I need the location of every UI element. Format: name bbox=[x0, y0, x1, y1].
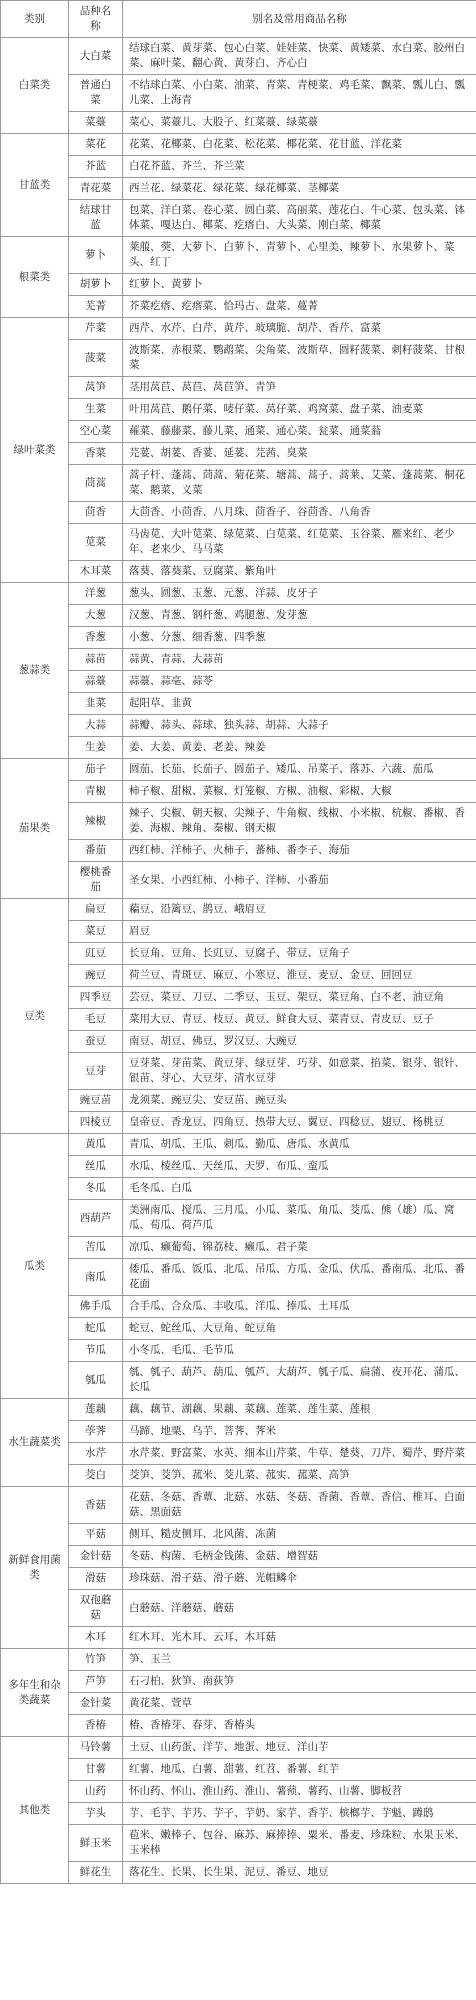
alias-names-cell: 小冬瓜、毛瓜、毛节瓜 bbox=[123, 1340, 476, 1362]
variety-cell: 蒜薹 bbox=[69, 671, 123, 693]
variety-cell: 生姜 bbox=[69, 737, 123, 759]
alias-names-cell: 侧耳、糙皮侧耳、北风菌、冻菌 bbox=[123, 1524, 476, 1546]
table-row bbox=[1, 693, 476, 715]
variety-cell: 丝瓜 bbox=[69, 1156, 123, 1178]
alias-names-cell: 合手瓜、合众瓜、丰收瓜、洋瓜、捧瓜、土耳瓜 bbox=[123, 1296, 476, 1318]
table-row bbox=[1, 1399, 476, 1421]
alias-names-cell: 马齿苋、大叶苋菜、绿苋菜、白苋菜、红苋菜、玉谷菜、雁来红、老少年、老来少、马马菜 bbox=[123, 524, 476, 561]
alias-names-cell: 白花芥蓝、芥兰、芥兰菜 bbox=[123, 156, 476, 178]
variety-cell: 莲藕 bbox=[69, 1399, 123, 1421]
variety-cell: 四棱豆 bbox=[69, 1112, 123, 1134]
alias-names-cell: 红木耳、光木耳、云耳、木耳菇 bbox=[123, 1627, 476, 1649]
variety-cell: 木耳 bbox=[69, 1627, 123, 1649]
variety-cell: 萝卜 bbox=[69, 237, 123, 274]
table-row bbox=[1, 759, 476, 781]
variety-cell: 金针菜 bbox=[69, 1693, 123, 1715]
table-row bbox=[1, 465, 476, 502]
table-row bbox=[1, 1112, 476, 1134]
alias-names-cell: 马蹄、地栗、乌芋、菩荠、荠米 bbox=[123, 1421, 476, 1443]
variety-cell: 佛手瓜 bbox=[69, 1296, 123, 1318]
table-row bbox=[1, 1156, 476, 1178]
table-row bbox=[1, 524, 476, 561]
table-row bbox=[1, 715, 476, 737]
category-cell: 葱蒜类 bbox=[1, 583, 69, 759]
table-row bbox=[1, 921, 476, 943]
table-row bbox=[1, 1803, 476, 1825]
table-row bbox=[1, 1009, 476, 1031]
alias-names-cell: 蒜黄、青蒜、大蒜苗 bbox=[123, 649, 476, 671]
table-row bbox=[1, 340, 476, 377]
alias-names-cell: 瓠、瓠子、葫芦、葫瓜、瓠芦、大葫芦、瓠子瓜、扁蒲、夜开花、蒲瓜、长瓜 bbox=[123, 1362, 476, 1399]
category-cell: 新鲜食用菌类 bbox=[1, 1487, 69, 1649]
variety-cell: 大葱 bbox=[69, 605, 123, 627]
category-cell: 根菜类 bbox=[1, 237, 69, 318]
table-row bbox=[1, 1090, 476, 1112]
category-cell: 瓜类 bbox=[1, 1134, 69, 1399]
alias-names-cell: 美洲南瓜、搅瓜、三月瓜、小瓜、菜瓜、角瓜、茭瓜、熊（雄）瓜、窝瓜、荀瓜、荷芦瓜 bbox=[123, 1200, 476, 1237]
alias-names-cell: 辣子、尖椒、朝天椒、尖辣子、牛角椒、线椒、小米椒、杭椒、番椒、香姜、海椒、辣角、秦椒、钢天椒 bbox=[123, 803, 476, 840]
alias-names-cell: 菜心、菜薹儿、大股子、红菜薹、绿菜薹 bbox=[123, 112, 476, 134]
alias-names-cell: 豆芽菜、芽苗菜、黄豆芽、绿豆芽、巧芽、如意菜、掐菜、银芽、银针、银苗、芽心、大豆芽、清水豆芽 bbox=[123, 1053, 476, 1090]
alias-names-cell: 南豆、胡豆、佛豆、罗汉豆、大豌豆 bbox=[123, 1031, 476, 1053]
table-row bbox=[1, 605, 476, 627]
category-cell: 其他类 bbox=[1, 1737, 69, 1884]
table-body bbox=[1, 38, 476, 1884]
header-names: 别名及常用商品名称 bbox=[123, 1, 476, 38]
variety-cell: 辣椒 bbox=[69, 803, 123, 840]
variety-cell: 香菜 bbox=[69, 443, 123, 465]
alias-names-cell: 眉豆 bbox=[123, 921, 476, 943]
category-cell: 绿叶菜类 bbox=[1, 318, 69, 583]
table-row bbox=[1, 862, 476, 899]
variety-cell: 菜花 bbox=[69, 134, 123, 156]
variety-cell: 水芹 bbox=[69, 1443, 123, 1465]
table-row bbox=[1, 943, 476, 965]
alias-names-cell: 芥菜疙瘩、疙瘩菜、恰玛古、盘菜、蔓菁 bbox=[123, 296, 476, 318]
variety-cell: 结球甘蓝 bbox=[69, 200, 123, 237]
variety-cell: 芋头 bbox=[69, 1803, 123, 1825]
variety-cell: 大白菜 bbox=[69, 38, 123, 75]
alias-names-cell: 姜、大姜、黄姜、老姜、辣姜 bbox=[123, 737, 476, 759]
variety-cell: 木耳菜 bbox=[69, 561, 123, 583]
alias-names-cell: 茭笋、茭笋、菰米、茭儿菜、菰实、菰菜、高笋 bbox=[123, 1465, 476, 1487]
alias-names-cell: 莱菔、葖、大萝卜、白萝卜、青萝卜、心里美、辣萝卜、水果萝卜、菜头、红丁 bbox=[123, 237, 476, 274]
table-row bbox=[1, 38, 476, 75]
variety-cell: 莴笋 bbox=[69, 377, 123, 399]
table-row bbox=[1, 318, 476, 340]
variety-cell: 冬瓜 bbox=[69, 1178, 123, 1200]
category-cell: 水生蔬菜类 bbox=[1, 1399, 69, 1487]
variety-cell: 香椿 bbox=[69, 1715, 123, 1737]
variety-cell: 双孢蘑菇 bbox=[69, 1590, 123, 1627]
table-row bbox=[1, 1862, 476, 1884]
alias-names-cell: 椿、香椿芽、春芽、香椿头 bbox=[123, 1715, 476, 1737]
variety-cell: 茼蒿 bbox=[69, 465, 123, 502]
variety-cell: 鲜花生 bbox=[69, 1862, 123, 1884]
table-row bbox=[1, 1487, 476, 1524]
alias-names-cell: 汉葱、青葱、钢杆葱、鸡腿葱、发芽葱 bbox=[123, 605, 476, 627]
table-row bbox=[1, 1318, 476, 1340]
variety-cell: 芜菁 bbox=[69, 296, 123, 318]
alias-names-cell: 凉瓜、癞葡萄、锦荔枝、癞瓜、君子菜 bbox=[123, 1237, 476, 1259]
table-row bbox=[1, 1590, 476, 1627]
alias-names-cell: 小葱、分葱、细香葱、四季葱 bbox=[123, 627, 476, 649]
alias-names-cell: 冬菇、构菌、毛柄金钱菌、金菇、增智菇 bbox=[123, 1546, 476, 1568]
alias-names-cell: 红萝卜、黄萝卜 bbox=[123, 274, 476, 296]
table-row bbox=[1, 178, 476, 200]
variety-cell: 普通白菜 bbox=[69, 75, 123, 112]
alias-names-cell: 柿子椒、甜椒、菜椒、灯笼椒、方椒、油椒、彩椒、大椒 bbox=[123, 781, 476, 803]
table-row bbox=[1, 1421, 476, 1443]
alias-names-cell: 黄花菜、萱草 bbox=[123, 1693, 476, 1715]
alias-names-cell: 藊豆、沿篱豆、鹊豆、峨眉豆 bbox=[123, 899, 476, 921]
alias-names-cell: 圣女果、小西红柿、小柿子、洋柿、小番茄 bbox=[123, 862, 476, 899]
variety-cell: 菠菜 bbox=[69, 340, 123, 377]
variety-cell: 山药 bbox=[69, 1781, 123, 1803]
variety-cell: 金针菇 bbox=[69, 1546, 123, 1568]
table-row bbox=[1, 421, 476, 443]
variety-cell: 荸荠 bbox=[69, 1421, 123, 1443]
alias-names-cell: 红薯、地瓜、白薯、甜薯、红苕、番薯、红芋 bbox=[123, 1759, 476, 1781]
category-cell: 茄果类 bbox=[1, 759, 69, 899]
table-row bbox=[1, 737, 476, 759]
category-cell: 多年生和杂类蔬菜 bbox=[1, 1649, 69, 1737]
variety-cell: 生菜 bbox=[69, 399, 123, 421]
table-row bbox=[1, 671, 476, 693]
alias-names-cell: 蒜瓣、蒜头、蒜球、独头蒜、胡蒜、大蒜子 bbox=[123, 715, 476, 737]
variety-cell: 西葫芦 bbox=[69, 1200, 123, 1237]
variety-cell: 蛇瓜 bbox=[69, 1318, 123, 1340]
alias-names-cell: 茎用莴苣、莴苣、莴苣笋、青笋 bbox=[123, 377, 476, 399]
alias-names-cell: 蒜薹、蒜亳、蒜苓 bbox=[123, 671, 476, 693]
alias-names-cell: 土豆、山药蛋、洋芋、地蛋、地豆、洋山芋 bbox=[123, 1737, 476, 1759]
alias-names-cell: 西芹、水芹、白芹、黄芹、玻璃脆、胡芹、香芹、富菜 bbox=[123, 318, 476, 340]
category-cell: 豆类 bbox=[1, 899, 69, 1134]
alias-names-cell: 倭瓜、番瓜、饭瓜、北瓜、吊瓜、方瓜、金瓜、伏瓜、番南瓜、北瓜、番花面 bbox=[123, 1259, 476, 1296]
variety-cell: 芦笋 bbox=[69, 1671, 123, 1693]
variety-cell: 毛豆 bbox=[69, 1009, 123, 1031]
alias-names-cell: 苞米、嫩棒子、包谷、麻苏、麻捧捧、粟米、番麦、珍珠粒、水果玉米、玉米棒 bbox=[123, 1825, 476, 1862]
alias-names-cell: 龙须菜、豌豆尖、安豆苗、豌豆头 bbox=[123, 1090, 476, 1112]
variety-cell: 瓠瓜 bbox=[69, 1362, 123, 1399]
alias-names-cell: 菜用大豆、青豆、枝豆、黄豆、鲜食大豆、菜青豆、青皮豆、豆子 bbox=[123, 1009, 476, 1031]
alias-names-cell: 水瓜、棱丝瓜、天丝瓜、天罗、布瓜、蛮瓜 bbox=[123, 1156, 476, 1178]
alias-names-cell: 包菜、洋白菜、卷心菜、圆白菜、高丽菜、莲花白、牛心菜、包头菜、钵体菜、嘎达白、椰菜、疙瘩白、大头菜、刚白菜、椰菜 bbox=[123, 200, 476, 237]
alias-names-cell: 石刁柏、狄笋、南荻笋 bbox=[123, 1671, 476, 1693]
table-row bbox=[1, 1134, 476, 1156]
table-row bbox=[1, 1693, 476, 1715]
variety-cell: 豆芽 bbox=[69, 1053, 123, 1090]
alias-names-cell: 青瓜、胡瓜、王瓜、刺瓜、勤瓜、唐瓜、水黄瓜 bbox=[123, 1134, 476, 1156]
alias-names-cell: 落葵、落葵菜、豆腐菜、紫角叶 bbox=[123, 561, 476, 583]
table-row bbox=[1, 1465, 476, 1487]
table-row bbox=[1, 987, 476, 1009]
alias-names-cell: 怀山药、怀山、淮山药、淮山、薯蓣、薯药、山薯、脚板苕 bbox=[123, 1781, 476, 1803]
table-row bbox=[1, 502, 476, 524]
alias-names-cell: 蒿子杆、蓬蒿、茼蒿、菊花菜、塘蒿、蒿子、蒿莱、艾菜、蓬蒿菜、桐花菜、鹅菜、义菜 bbox=[123, 465, 476, 502]
table-row bbox=[1, 1178, 476, 1200]
variety-cell: 滑菇 bbox=[69, 1568, 123, 1590]
alias-names-cell: 水芹菜、野富菜、水英、细本山芹菜、牛草、楚葵、刀芹、蜀芹、野芹菜 bbox=[123, 1443, 476, 1465]
alias-names-cell: 花菇、冬菇、香蕈、北菇、水菇、冬菇、香菌、香蕈、香信、椎耳、白面菇、黑面菇 bbox=[123, 1487, 476, 1524]
variety-cell: 洋葱 bbox=[69, 583, 123, 605]
table-row bbox=[1, 134, 476, 156]
variety-cell: 苋菜 bbox=[69, 524, 123, 561]
variety-cell: 菜豆 bbox=[69, 921, 123, 943]
table-row bbox=[1, 1200, 476, 1237]
table-row bbox=[1, 803, 476, 840]
table-row bbox=[1, 1737, 476, 1759]
alias-names-cell: 蕹菜、藤藤菜、藤儿菜、通菜、通心菜、瓮菜、通菜蓊 bbox=[123, 421, 476, 443]
variety-cell: 竹笋 bbox=[69, 1649, 123, 1671]
category-cell: 甘蓝类 bbox=[1, 134, 69, 237]
alias-names-cell: 大茴香、小茴香、八月珠、茴香子、谷茴香、八角香 bbox=[123, 502, 476, 524]
alias-names-cell: 叶用莴苣、鹅仔菜、唛仔菜、莴仔菜、鸡窝菜、盘子菜、油麦菜 bbox=[123, 399, 476, 421]
alias-names-cell: 芸豆、菜豆、刀豆、二季豆、玉豆、架豆、菜豆角、白不老、油豆角 bbox=[123, 987, 476, 1009]
variety-cell: 茭白 bbox=[69, 1465, 123, 1487]
alias-names-cell: 笋、玉兰 bbox=[123, 1649, 476, 1671]
alias-names-cell: 结球白菜、黄芽菜、包心白菜、娃娃菜、快菜、黄矮菜、水白菜、胶州白菜、麻叶菜、翻心黄、黄芽白、齐心白 bbox=[123, 38, 476, 75]
variety-cell: 蚕豆 bbox=[69, 1031, 123, 1053]
table-row bbox=[1, 1237, 476, 1259]
header-category: 类别 bbox=[1, 1, 69, 38]
table-row bbox=[1, 1259, 476, 1296]
variety-cell: 香葱 bbox=[69, 627, 123, 649]
table-row bbox=[1, 1546, 476, 1568]
table-row bbox=[1, 1524, 476, 1546]
variety-cell: 菜薹 bbox=[69, 112, 123, 134]
table-row bbox=[1, 1715, 476, 1737]
table-row bbox=[1, 399, 476, 421]
alias-names-cell: 白蘑菇、洋蘑菇、蘑菇 bbox=[123, 1590, 476, 1627]
table-row bbox=[1, 627, 476, 649]
category-cell: 白菜类 bbox=[1, 38, 69, 134]
table-row bbox=[1, 965, 476, 987]
variety-cell: 黄瓜 bbox=[69, 1134, 123, 1156]
alias-names-cell: 圆茄、长茄、长茄子、圆茄子、矮瓜、吊菜子、落苏、六蔬、茄瓜 bbox=[123, 759, 476, 781]
alias-names-cell: 荷兰豆、青斑豆、麻豆、小寒豆、淮豆、麦豆、金豆、回回豆 bbox=[123, 965, 476, 987]
variety-cell: 马铃薯 bbox=[69, 1737, 123, 1759]
table-row bbox=[1, 1759, 476, 1781]
alias-names-cell: 毛冬瓜、白瓜 bbox=[123, 1178, 476, 1200]
table-row bbox=[1, 649, 476, 671]
alias-names-cell: 珍珠菇、滑子菇、滑子蘑、光帽鳞伞 bbox=[123, 1568, 476, 1590]
alias-names-cell: 西红柿、洋柿子、火柿子、蕃柿、番李子、海茄 bbox=[123, 840, 476, 862]
table-row bbox=[1, 443, 476, 465]
variety-cell: 番茄 bbox=[69, 840, 123, 862]
table-row bbox=[1, 237, 476, 274]
table-row bbox=[1, 1781, 476, 1803]
table-row bbox=[1, 1053, 476, 1090]
variety-cell: 平菇 bbox=[69, 1524, 123, 1546]
alias-names-cell: 芫荽、胡荽、香荽、延荽、芫茜、臭菜 bbox=[123, 443, 476, 465]
table-row bbox=[1, 781, 476, 803]
variety-cell: 甘薯 bbox=[69, 1759, 123, 1781]
table-row bbox=[1, 1443, 476, 1465]
table-row bbox=[1, 1568, 476, 1590]
table-row bbox=[1, 1671, 476, 1693]
variety-cell: 韭菜 bbox=[69, 693, 123, 715]
variety-cell: 豇豆 bbox=[69, 943, 123, 965]
table-row bbox=[1, 583, 476, 605]
table-row bbox=[1, 1649, 476, 1671]
header-variety: 品种名称 bbox=[69, 1, 123, 38]
variety-cell: 樱桃番茄 bbox=[69, 862, 123, 899]
table-row bbox=[1, 112, 476, 134]
variety-cell: 青椒 bbox=[69, 781, 123, 803]
table-row bbox=[1, 1825, 476, 1862]
alias-names-cell: 蛇豆、蛇丝瓜、大豆角、蛇豆角 bbox=[123, 1318, 476, 1340]
variety-cell: 香菇 bbox=[69, 1487, 123, 1524]
table-row bbox=[1, 200, 476, 237]
variety-cell: 扁豆 bbox=[69, 899, 123, 921]
table-row bbox=[1, 296, 476, 318]
alias-names-cell: 长豆角、豆角、长豇豆、豆腐子、带豆、豆角子 bbox=[123, 943, 476, 965]
alias-names-cell: 落花生、长果、长生果、泥豆、番豆、地豆 bbox=[123, 1862, 476, 1884]
alias-names-cell: 西兰花、绿菜花、绿花菜、绿花椰菜、茎椰菜 bbox=[123, 178, 476, 200]
variety-cell: 芹菜 bbox=[69, 318, 123, 340]
variety-cell: 茄子 bbox=[69, 759, 123, 781]
variety-cell: 鲜玉米 bbox=[69, 1825, 123, 1862]
table-row bbox=[1, 899, 476, 921]
alias-names-cell: 芋、毛芋、芋艿、芋子、芋奶、家芋、香芋、槟榔芋、芋魁、蹲鸱 bbox=[123, 1803, 476, 1825]
variety-cell: 蒜苗 bbox=[69, 649, 123, 671]
table-row bbox=[1, 1627, 476, 1649]
variety-cell: 节瓜 bbox=[69, 1340, 123, 1362]
variety-cell: 四季豆 bbox=[69, 987, 123, 1009]
table-row bbox=[1, 75, 476, 112]
variety-cell: 茴香 bbox=[69, 502, 123, 524]
variety-cell: 南瓜 bbox=[69, 1259, 123, 1296]
header-row bbox=[1, 1, 476, 38]
alias-names-cell: 花菜、花椰菜、白花菜、松花菜、椰花菜、花甘蓝、洋花菜 bbox=[123, 134, 476, 156]
variety-cell: 胡萝卜 bbox=[69, 274, 123, 296]
alias-names-cell: 不结球白菜、小白菜、油菜、青菜、青梗菜、鸡毛菜、飘菜、瓢儿白、瓢儿菜、上海青 bbox=[123, 75, 476, 112]
table-row bbox=[1, 1340, 476, 1362]
alias-names-cell: 皇帝豆、香龙豆、四角豆、热带大豆、翼豆、四稔豆、翅豆、杨桃豆 bbox=[123, 1112, 476, 1134]
variety-cell: 豌豆苗 bbox=[69, 1090, 123, 1112]
table-row bbox=[1, 1362, 476, 1399]
table-row bbox=[1, 156, 476, 178]
alias-names-cell: 藕、藕节、湖藕、果藕、菜藕、莲菜、莲生菜、莲根 bbox=[123, 1399, 476, 1421]
table-row bbox=[1, 1296, 476, 1318]
variety-cell: 空心菜 bbox=[69, 421, 123, 443]
table-row bbox=[1, 274, 476, 296]
variety-cell: 大蒜 bbox=[69, 715, 123, 737]
variety-cell: 青花菜 bbox=[69, 178, 123, 200]
variety-cell: 豌豆 bbox=[69, 965, 123, 987]
alias-names-cell: 波斯菜、赤根菜、鹦鹉菜、尖角菜、波斯草、圆籽菠菜、刺籽菠菜、甘根菜 bbox=[123, 340, 476, 377]
variety-cell: 芥蓝 bbox=[69, 156, 123, 178]
alias-names-cell: 起阳草、韭黄 bbox=[123, 693, 476, 715]
table-row bbox=[1, 1031, 476, 1053]
alias-names-cell: 葱头、圆葱、玉葱、元葱、洋蒜、皮牙子 bbox=[123, 583, 476, 605]
table-row bbox=[1, 377, 476, 399]
variety-cell: 苦瓜 bbox=[69, 1237, 123, 1259]
table-row bbox=[1, 840, 476, 862]
table-row bbox=[1, 561, 476, 583]
